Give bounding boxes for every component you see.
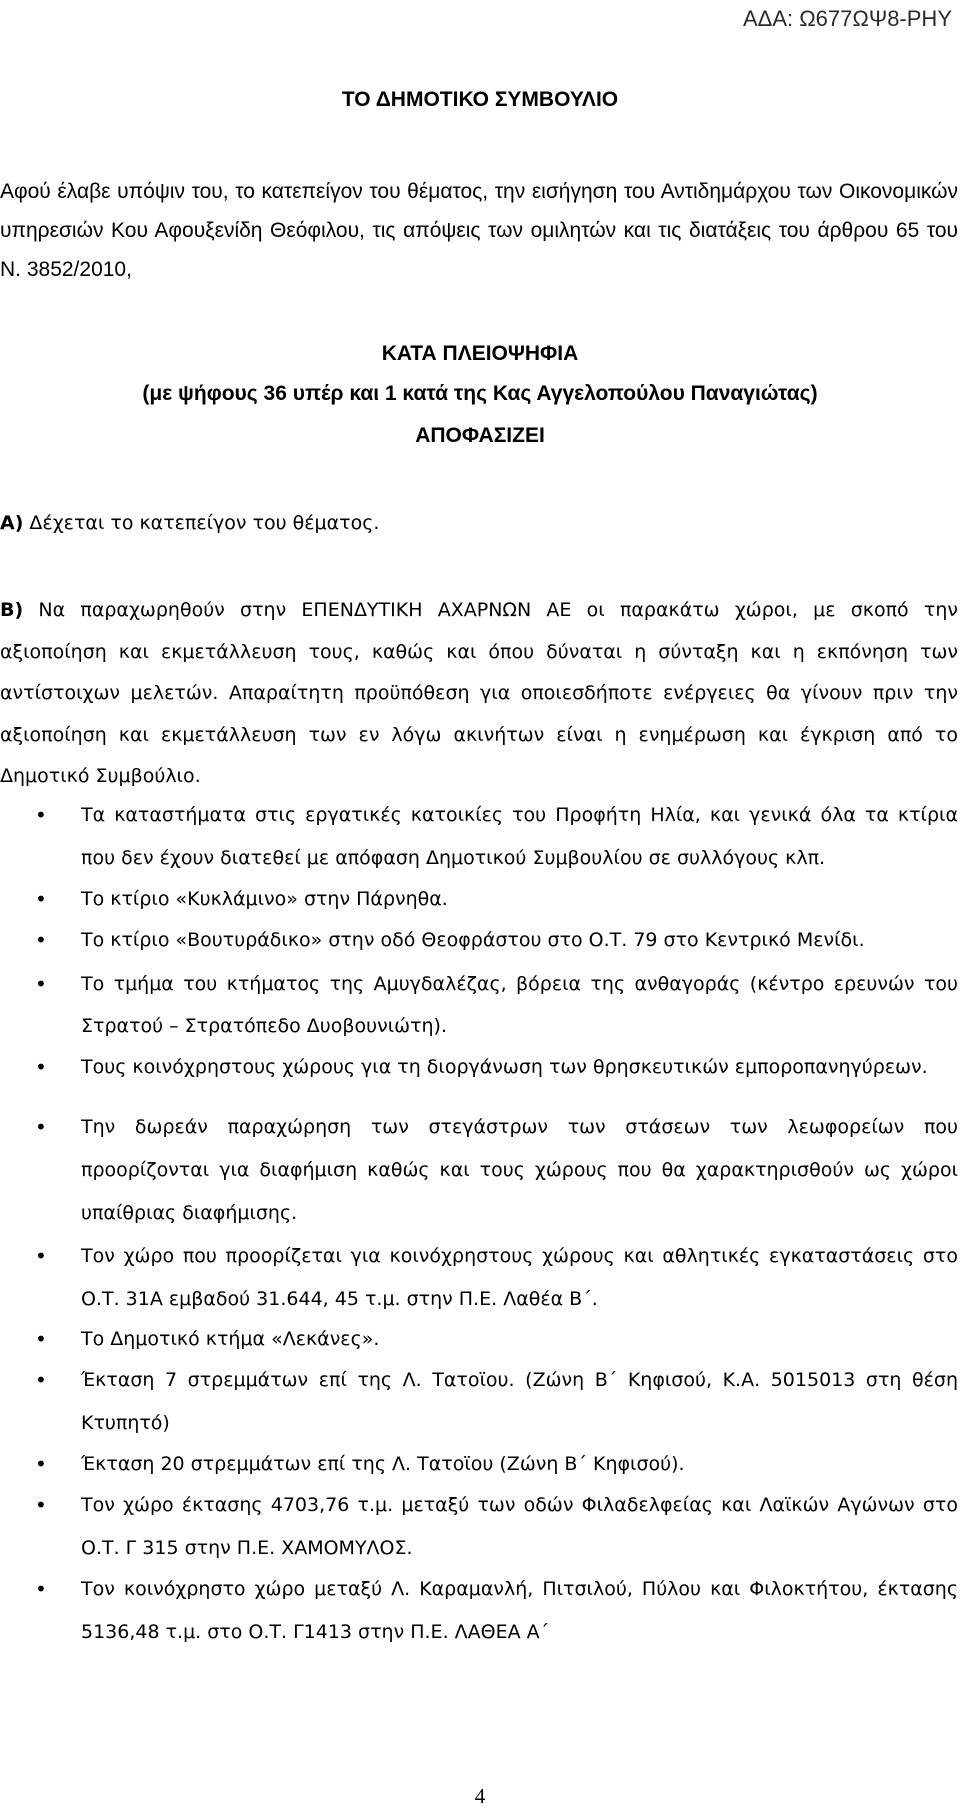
bullet-icon: • bbox=[35, 1368, 47, 1392]
bullet-icon: • bbox=[35, 1493, 47, 1517]
list-item bbox=[0, 963, 958, 1047]
list-item bbox=[0, 1568, 958, 1654]
list-item-text: Τους κοινόχρηστους χώρους για τη διοργάνωση των θρησκευτικών εμποροπανηγύρεων. bbox=[81, 1056, 928, 1078]
intro-paragraph: Αφού έλαβε υπόψιν του, το κατεπείγον του θέματος, την εισήγηση του Αντιδημάρχου των Οικονομικών υπηρεσιών Κου Αφουξενίδη Θεόφιλου, τις απόψεις των ομιλητών και τις διατάξεις του άρθρου 65 του Ν. 3852/2010, bbox=[0, 180, 958, 281]
list-item bbox=[0, 1359, 958, 1445]
clause-b bbox=[0, 590, 958, 798]
list-item-text: Τον χώρο έκτασης 4703,76 τ.μ. μεταξύ των οδών Φιλαδελφείας και Λαϊκών Αγώνων στο Ο.Τ. Γ 315 στην Π.Ε. ΧΑΜΟΜΥΛΟΣ. bbox=[81, 1494, 958, 1559]
list-item-text: Το Δημοτικό κτήμα «Λεκάνες». bbox=[81, 1328, 380, 1350]
bullet-icon: • bbox=[35, 972, 47, 996]
clause-b-text: Να παραχωρηθούν στην ΕΠΕΝΔΥΤΙΚΗ ΑΧΑΡΝΩΝ ΑΕ οι παρακάτω χώροι, με σκοπό την αξιοποίηση και εκμετάλλευση τους, καθώς και όπου δύναται η σύνταξη και η εκπόνηση των αντίστοιχων μελετών. Απαραίτητη προϋπόθεση για οποιεσδήποτε ενέργειες θα γίνουν πριν την αξιοποίηση και εκμετάλλευση των εν λόγω ακινήτων είναι η ενημέρωση και έγκριση από το Δημοτικό Συμβούλιο. bbox=[0, 599, 958, 787]
list-item-text: Τον κοινόχρηστο χώρο μεταξύ Λ. Καραμανλή, Πιτσιλού, Πύλου και Φιλοκτήτου, έκτασης 5136,48 τ.μ. στο Ο.Τ. Γ1413 στην Π.Ε. ΛΑΘΕΑ Α΄ bbox=[81, 1578, 958, 1643]
bullet-icon: • bbox=[35, 1577, 47, 1601]
bullet-icon: • bbox=[35, 1327, 47, 1351]
list-item-text: Το κτίριο «Βουτυράδικο» στην οδό Θεοφράστου στο Ο.Τ. 79 στο Κεντρικό Μενίδι. bbox=[81, 929, 865, 951]
clause-b-label: Β) bbox=[0, 599, 24, 621]
list-item-text: Έκταση 7 στρεμμάτων επί της Λ. Τατοϊου. (Ζώνη Β΄ Κηφισού, Κ.Α. 5015013 στη θέση Κτυπητό) bbox=[81, 1369, 958, 1434]
space-list bbox=[0, 794, 958, 1654]
list-item bbox=[0, 1235, 958, 1321]
list-item-text: Το κτίριο «Κυκλάμινο» στην Πάρνηθα. bbox=[81, 888, 448, 910]
bullet-icon: • bbox=[35, 1244, 47, 1268]
list-item bbox=[0, 1106, 958, 1235]
page-number: 4 bbox=[474, 1784, 486, 1808]
bullet-icon: • bbox=[35, 1452, 47, 1476]
list-item bbox=[0, 1484, 958, 1570]
list-item-text: Έκταση 20 στρεμμάτων επί της Λ. Τατοϊου (Ζώνη Β΄ Κηφισού). bbox=[81, 1453, 685, 1475]
bullet-icon: • bbox=[35, 803, 47, 827]
clause-a bbox=[0, 510, 958, 536]
bullet-icon: • bbox=[35, 928, 47, 952]
bullet-icon: • bbox=[35, 1115, 47, 1139]
list-item bbox=[0, 1443, 958, 1486]
bullet-icon: • bbox=[35, 1055, 47, 1079]
list-item bbox=[0, 1051, 958, 1084]
decides-heading: ΑΠΟΦΑΣΙΖΕΙ bbox=[415, 424, 545, 447]
list-item-text: Τα καταστήματα στις εργατικές κατοικίες του Προφήτη Ηλία, και γενικά όλα τα κτίρια που δεν έχουν διατεθεί με απόφαση Δημοτικού Συμβουλίου σε συλλόγους κλπ. bbox=[81, 804, 958, 869]
list-item-text: Τον χώρο που προορίζεται για κοινόχρηστους χώρους και αθλητικές εγκαταστάσεις στο Ο.Τ. 31Α εμβαδού 31.644, 45 τ.μ. στην Π.Ε. Λαθέα Β΄. bbox=[81, 1245, 958, 1310]
clause-a-label: Α) bbox=[0, 512, 24, 534]
list-item bbox=[0, 794, 958, 880]
bullet-icon: • bbox=[35, 887, 47, 911]
list-item bbox=[0, 878, 958, 921]
list-item bbox=[0, 921, 958, 959]
list-item-text: Το τμήμα του κτήματος της Αμυγδαλέζας, βόρεια της ανθαγοράς (κέντρο ερευνών του Στρατού – Στρατόπεδο Δυοβουνιώτη). bbox=[81, 973, 958, 1037]
vote-line: (με ψήφους 36 υπέρ και 1 κατά της Κας Αγγελοπούλου Παναγιώτας) bbox=[142, 382, 818, 405]
list-item bbox=[0, 1318, 958, 1361]
clause-a-text: Δέχεται το κατεπείγον του θέματος. bbox=[23, 512, 380, 534]
list-item-text: Την δωρεάν παραχώρηση των στεγάστρων των στάσεων των λεωφορείων που προορίζονται για διαφήμιση καθώς και τους χώρους που θα χαρακτηρισθούν ως χώροι υπαίθριας διαφήμισης. bbox=[81, 1116, 958, 1224]
ada-code: ΑΔΑ: Ω677ΩΨ8-ΡΗΥ bbox=[742, 6, 952, 31]
document-title: ΤΟ ΔΗΜΟΤΙΚΟ ΣΥΜΒΟΥΛΙΟ bbox=[341, 88, 619, 111]
decision-heading: ΚΑΤΑ ΠΛΕΙΟΨΗΦΙΑ bbox=[381, 342, 579, 365]
